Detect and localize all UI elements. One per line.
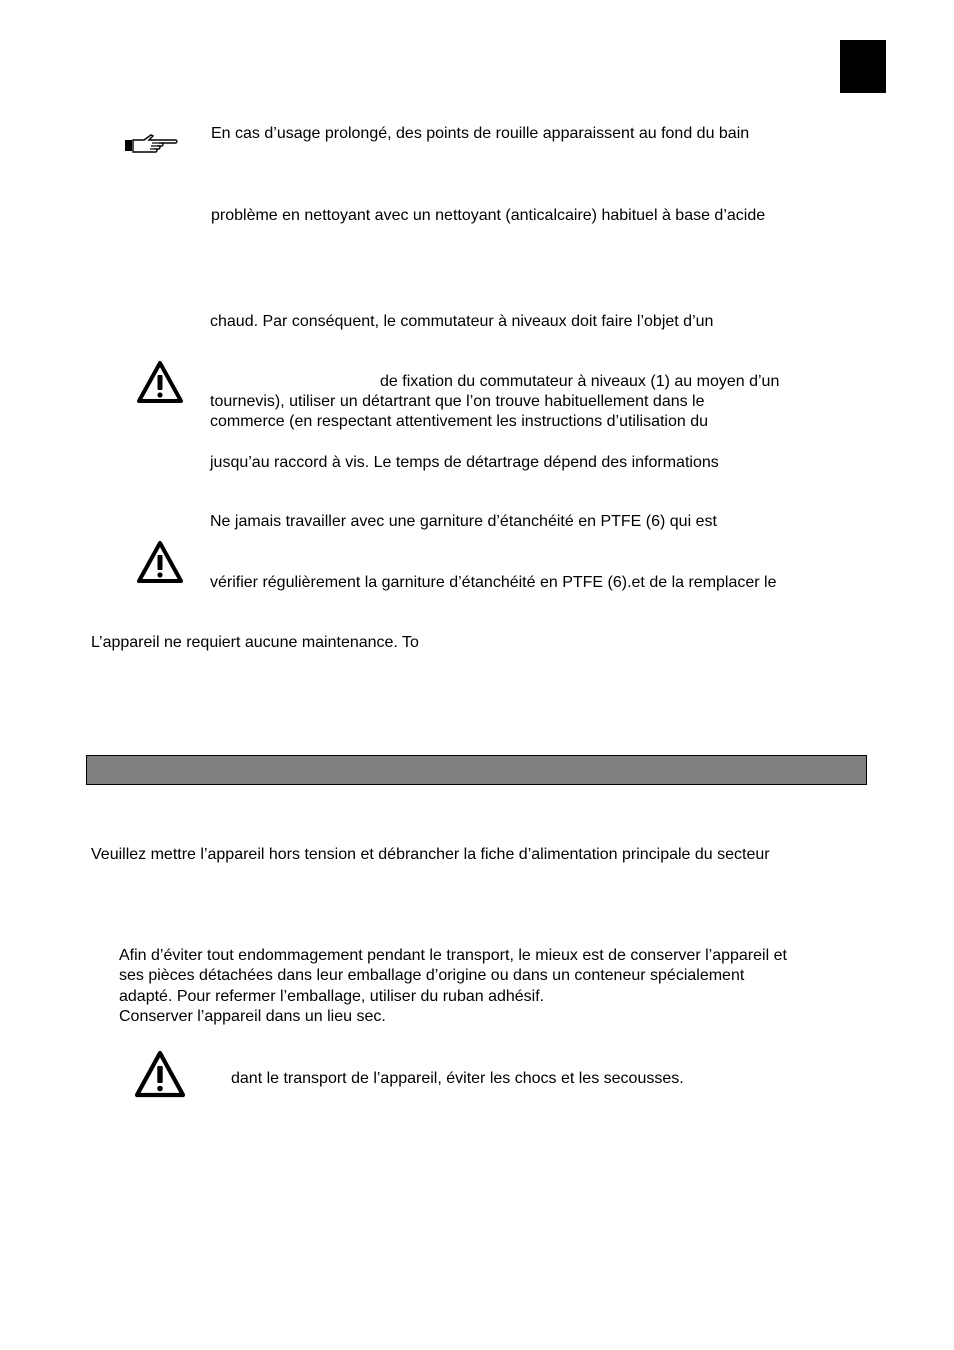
paragraph-descaling-line1: de fixation du commutateur à niveaux (1) au moyen d’un bbox=[380, 373, 780, 390]
paragraph-descaling-line2: tournevis), utiliser un détartrant que l’on trouve habituellement dans le bbox=[210, 393, 705, 410]
paragraph-level-switch: chaud. Par conséquent, le commutateur à niveaux doit faire l’objet d’un bbox=[210, 313, 714, 330]
paragraph-descaling-time: jusqu’au raccord à vis. Le temps de détartrage dépend des informations bbox=[210, 454, 719, 471]
warning-triangle-icon bbox=[136, 360, 184, 409]
paragraph-transport-line3: adapté. Pour refermer l’emballage, utiliser du ruban adhésif. bbox=[119, 988, 545, 1005]
pointing-hand-icon bbox=[124, 132, 180, 159]
paragraph-maintenance: L’appareil ne requiert aucune maintenance. To bbox=[91, 634, 419, 651]
warning-triangle-icon bbox=[134, 1050, 186, 1103]
page-tab-marker bbox=[840, 40, 886, 93]
paragraph-rust-notice: En cas d’usage prolongé, des points de rouille apparaissent au fond du bain bbox=[211, 125, 750, 142]
paragraph-transport-line1: Afin d’éviter tout endommagement pendant le transport, le mieux est de conserver l’appareil et bbox=[119, 947, 787, 964]
paragraph-cleaning: problème en nettoyant avec un nettoyant (anticalcaire) habituel à base d’acide bbox=[211, 207, 766, 224]
section-header-bar bbox=[86, 755, 867, 785]
paragraph-ptfe-check: vérifier régulièrement la garniture d’étanchéité en PTFE (6).et de la remplacer le bbox=[210, 574, 777, 591]
paragraph-storage: Conserver l’appareil dans un lieu sec. bbox=[119, 1008, 386, 1025]
paragraph-transport-line2: ses pièces détachées dans leur emballage d’origine ou dans un conteneur spécialement bbox=[119, 967, 745, 984]
paragraph-power-off: Veuillez mettre l’appareil hors tension et débrancher la fiche d’alimentation principale du secteur bbox=[91, 846, 770, 863]
paragraph-transport-warning: dant le transport de l’appareil, éviter les chocs et les secousses. bbox=[231, 1070, 684, 1087]
warning-triangle-icon bbox=[136, 540, 184, 589]
paragraph-ptfe-warning: Ne jamais travailler avec une garniture d’étanchéité en PTFE (6) qui est bbox=[210, 513, 717, 530]
paragraph-descaling-line3: commerce (en respectant attentivement les instructions d’utilisation du bbox=[210, 413, 709, 430]
